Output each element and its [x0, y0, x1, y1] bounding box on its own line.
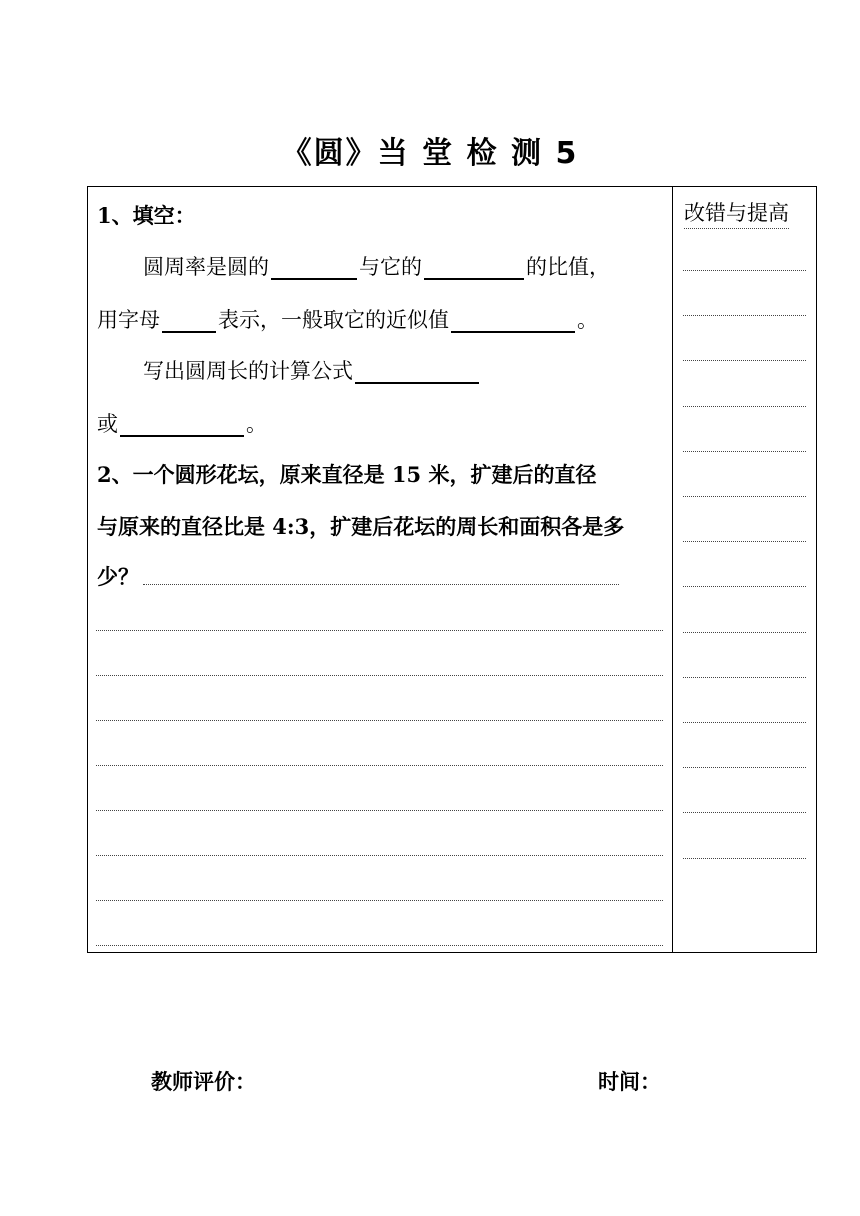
blank-6[interactable] [120, 413, 244, 437]
q1-line-3 [143, 358, 481, 384]
time-label: 时间： [598, 1069, 661, 1094]
correction-line[interactable] [683, 315, 806, 316]
q1-line4-text-a: 或 [97, 412, 118, 436]
answer-line[interactable] [96, 675, 663, 676]
q1-line2-text-c: 。 [577, 308, 598, 332]
blank-1[interactable] [271, 256, 357, 280]
blank-2[interactable] [424, 256, 524, 280]
correction-line[interactable] [683, 406, 806, 407]
q1-label: 1、填空： [97, 203, 196, 228]
correction-line[interactable] [683, 722, 806, 723]
q1-line2-text-b: 表示，一般取它的近似值 [218, 308, 449, 332]
correction-line[interactable] [683, 360, 806, 361]
answer-line[interactable] [96, 855, 663, 856]
answer-line[interactable] [143, 584, 619, 585]
q1-line3-text-a: 写出圆周长的计算公式 [143, 359, 353, 383]
correction-line[interactable] [683, 496, 806, 497]
answer-line[interactable] [96, 630, 663, 631]
correction-line[interactable] [683, 586, 806, 587]
correction-line[interactable] [683, 541, 806, 542]
correction-line[interactable] [683, 270, 806, 271]
q1-line-4 [97, 411, 267, 437]
q1-line1-text-b: 与它的 [359, 255, 422, 279]
column-divider [672, 186, 673, 953]
correction-line[interactable] [683, 767, 806, 768]
q2-line-3: 少？ [97, 564, 139, 589]
q1-line-1 [143, 254, 610, 280]
q1-line2-text-a: 用字母 [97, 308, 160, 332]
answer-line[interactable] [96, 720, 663, 721]
answer-line[interactable] [96, 810, 663, 811]
correction-line[interactable] [683, 677, 806, 678]
q2-line-1: 2、一个圆形花坛，原来直径是 15 米，扩建后的直径 [97, 462, 597, 487]
teacher-evaluation-label: 教师评价： [151, 1069, 256, 1094]
q1-line1-text-c: 的比值， [526, 255, 610, 279]
blank-4[interactable] [451, 309, 575, 333]
correction-line[interactable] [683, 812, 806, 813]
blank-3[interactable] [162, 309, 216, 333]
q2-line-2: 与原来的直径比是 4:3，扩建后花坛的周长和面积各是多 [97, 514, 625, 539]
answer-line[interactable] [96, 765, 663, 766]
q1-line1-text-a: 圆周率是圆的 [143, 255, 269, 279]
correction-column-header: 改错与提高 [684, 200, 789, 229]
answer-line[interactable] [96, 945, 663, 946]
correction-line[interactable] [683, 858, 806, 859]
blank-5[interactable] [355, 360, 479, 384]
q1-line4-text-b: 。 [246, 412, 267, 436]
page-title: 《圆》当 堂 检 测 5 [281, 136, 579, 171]
answer-line[interactable] [96, 900, 663, 901]
correction-line[interactable] [683, 632, 806, 633]
q1-line-2 [97, 307, 598, 333]
correction-line[interactable] [683, 451, 806, 452]
worksheet-table [87, 186, 817, 953]
